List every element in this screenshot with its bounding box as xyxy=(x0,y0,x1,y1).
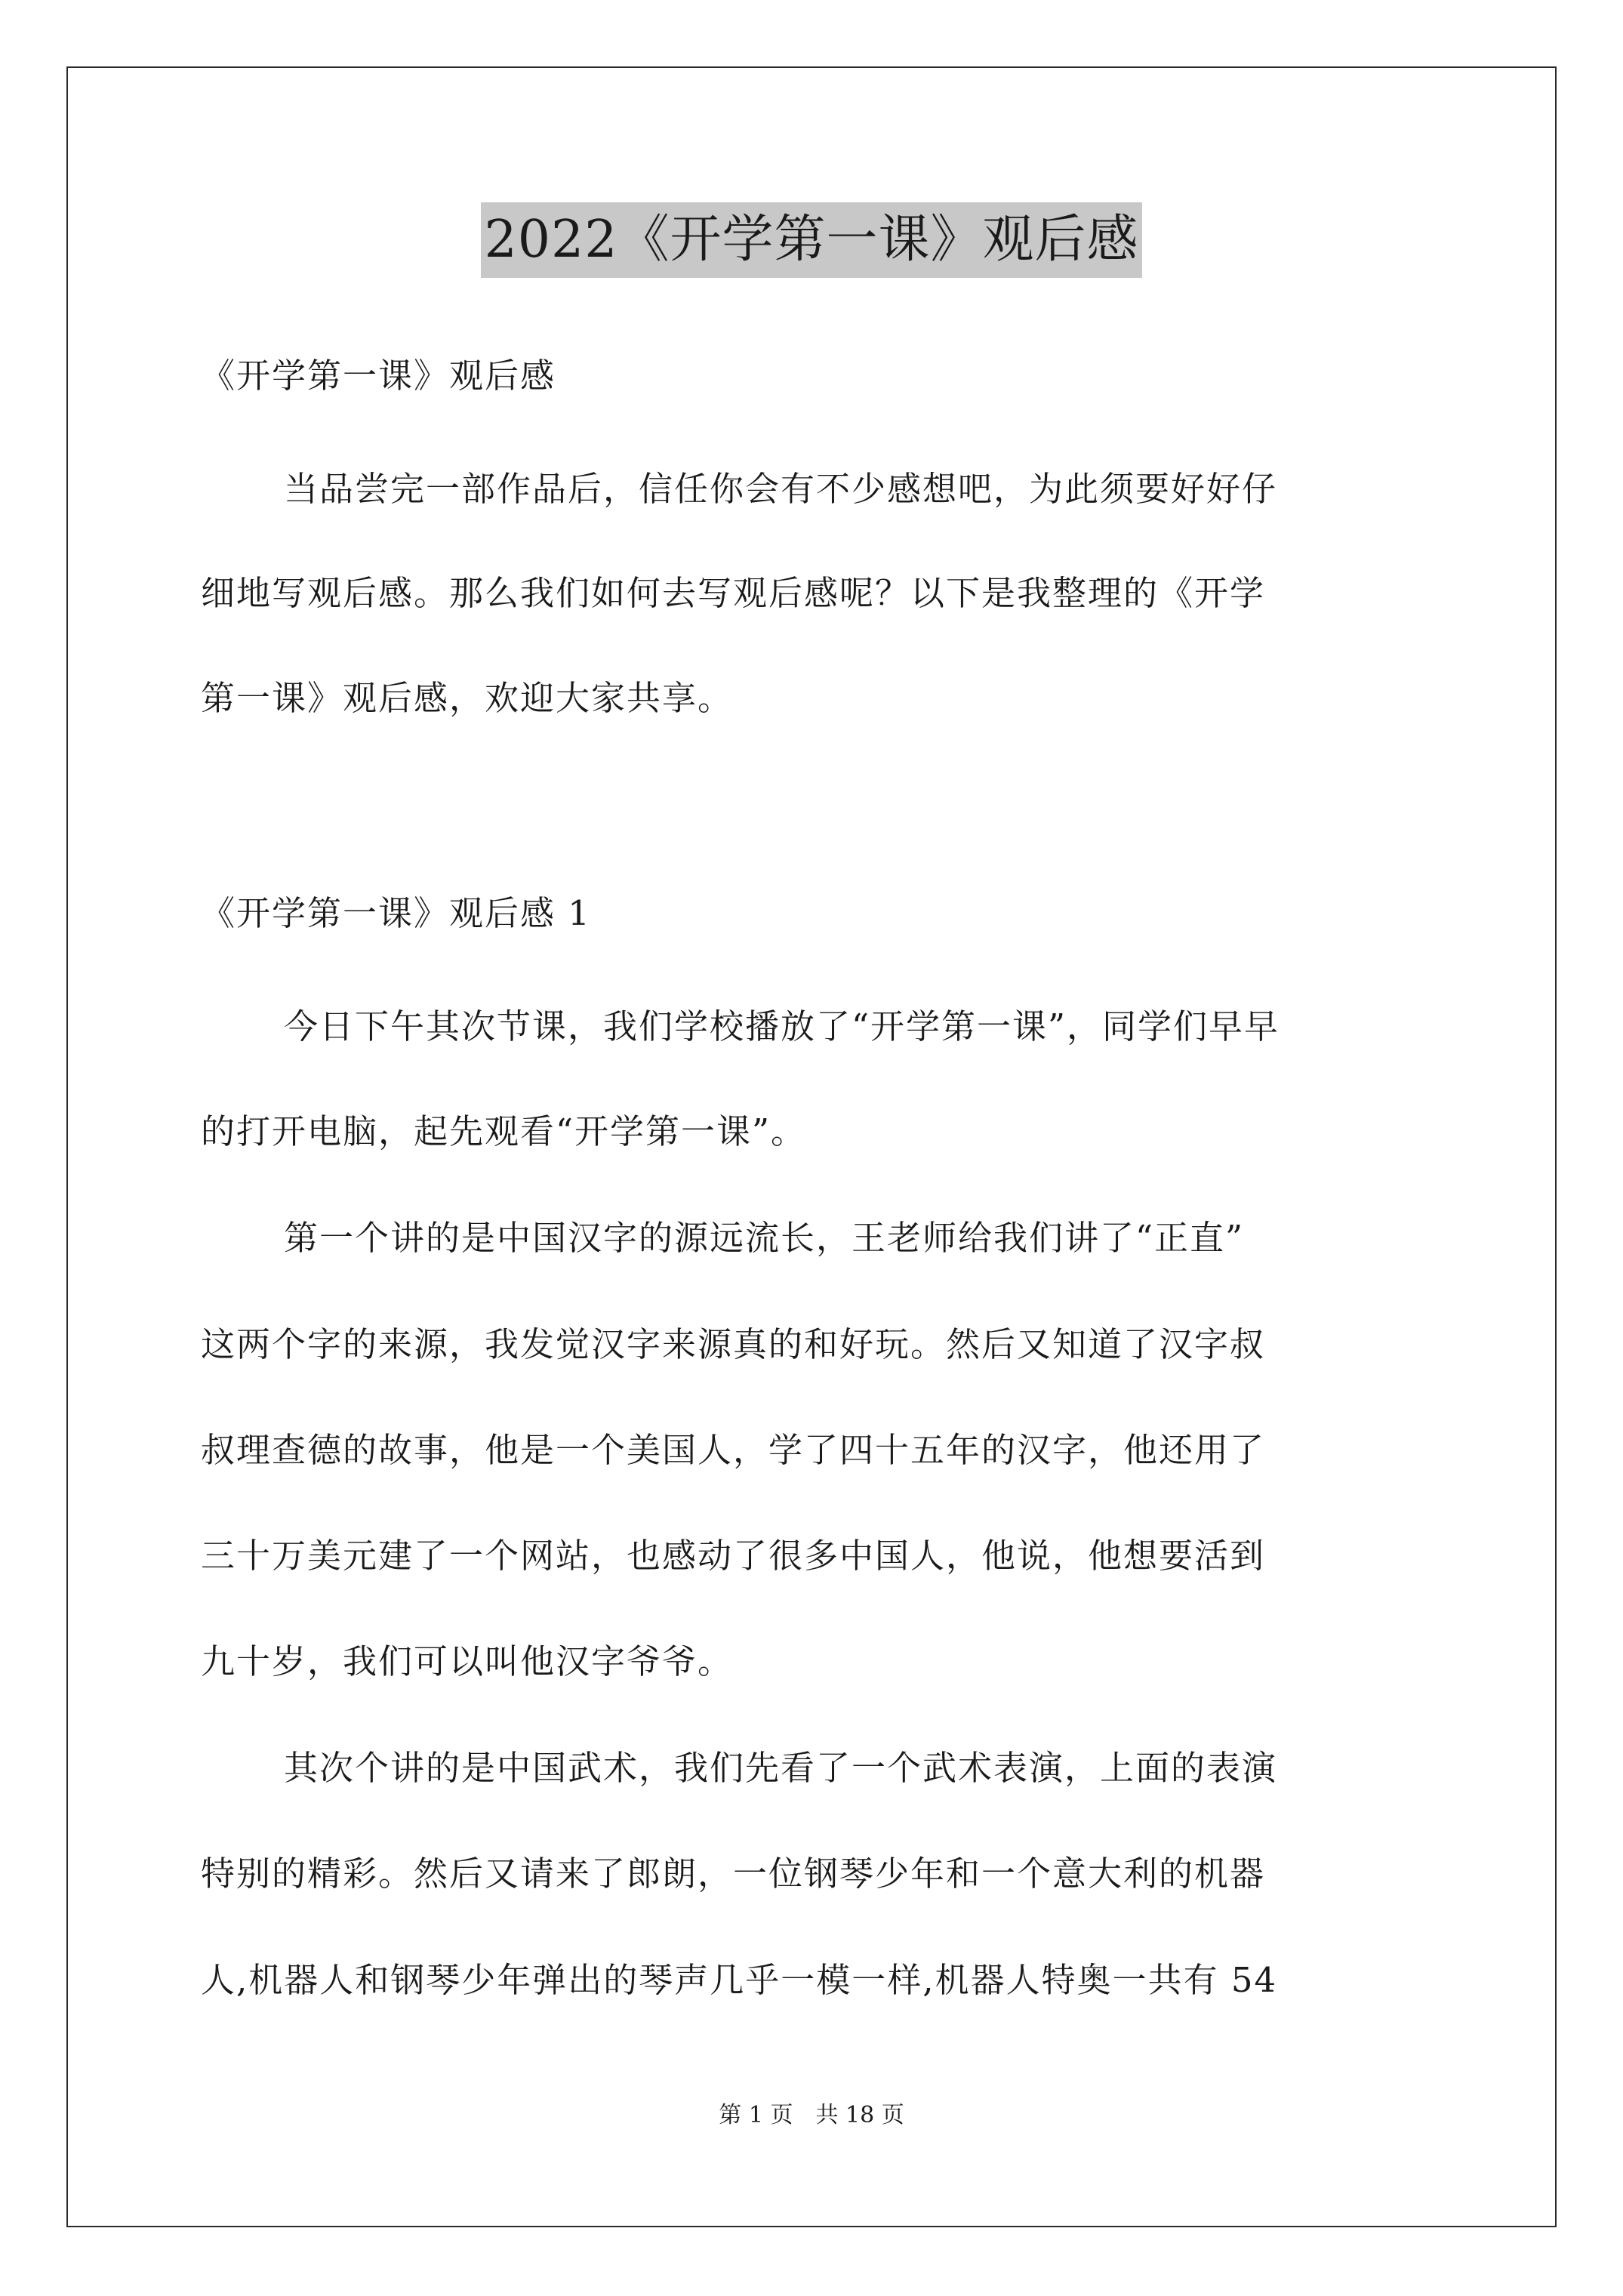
title-container xyxy=(0,202,1623,278)
paragraph-line: 细地写观后感。那么我们如何去写观后感呢？以下是我整理的《开学 xyxy=(201,573,1266,613)
paragraph-line: 其次个讲的是中国武术，我们先看了一个武术表演，上面的表演 xyxy=(284,1748,1278,1788)
paragraph-line: 特别的精彩。然后又请来了郎朗，一位钢琴少年和一个意大利的机器 xyxy=(201,1854,1266,1894)
paragraph-line: 三十万美元建了一个网站，也感动了很多中国人，他说，他想要活到 xyxy=(201,1536,1266,1576)
paragraph-line: 当品尝完一部作品后，信任你会有不少感想吧，为此须要好好仔 xyxy=(284,469,1278,509)
paragraph-line: 人,机器人和钢琴少年弹出的琴声几乎一模一样,机器人特奥一共有 54 xyxy=(201,1960,1278,2000)
section-heading: 《开学第一课》观后感 1 xyxy=(201,893,591,933)
page-footer: 第 1 页 共 18 页 xyxy=(719,2102,904,2128)
paragraph-line: 这两个字的来源，我发觉汉字来源真的和好玩。然后又知道了汉字叔 xyxy=(201,1324,1266,1364)
paragraph-line: 的打开电脑，起先观看“开学第一课”。 xyxy=(201,1111,807,1151)
paragraph-line: 今日下午其次节课，我们学校播放了“开学第一课”，同学们早早 xyxy=(284,1006,1280,1046)
document-title: 2022《开学第一课》观后感 xyxy=(481,202,1141,278)
subtitle: 《开学第一课》观后感 xyxy=(201,356,556,396)
paragraph-line: 九十岁，我们可以叫他汉字爷爷。 xyxy=(201,1641,734,1681)
paragraph-line: 第一个讲的是中国汉字的源远流长，王老师给我们讲了“正直” xyxy=(284,1218,1245,1258)
paragraph-line: 叔理查德的故事，他是一个美国人，学了四十五年的汉字，他还用了 xyxy=(201,1430,1266,1470)
paragraph-line: 第一课》观后感，欢迎大家共享。 xyxy=(201,678,734,718)
